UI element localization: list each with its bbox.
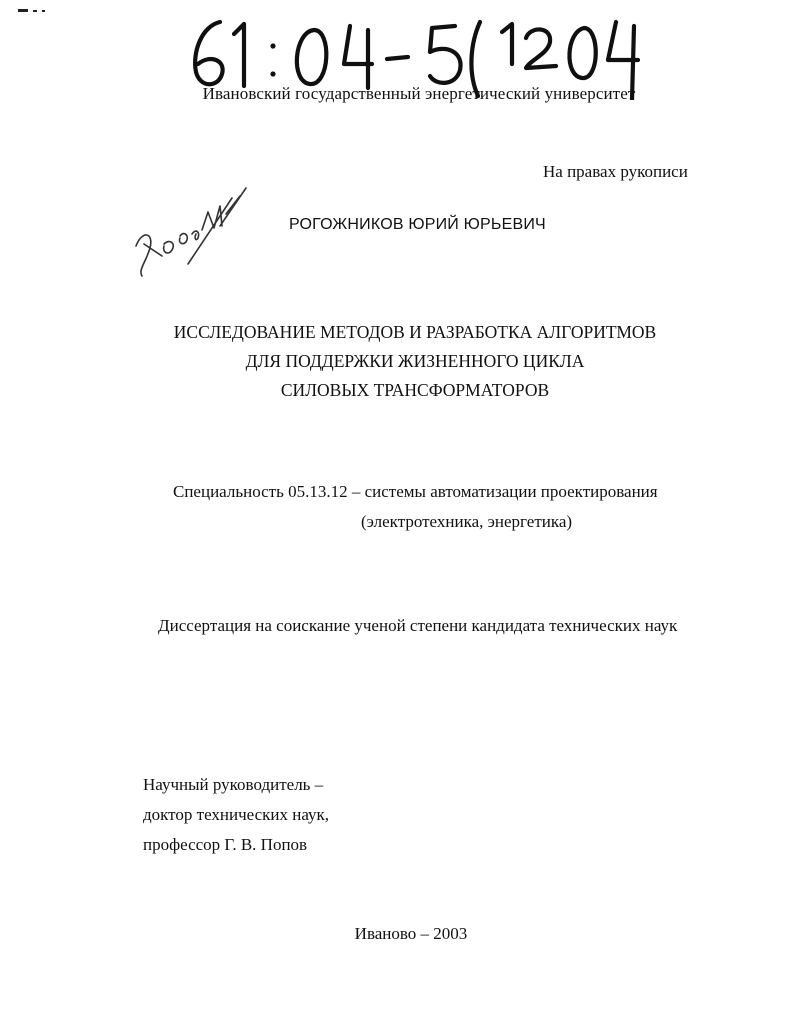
university-name: Ивановский государственный энергетический университет [202,84,636,103]
supervisor-line: Научный руководитель – [143,775,324,794]
supervisor-line: доктор технических наук, [143,805,330,824]
scan-speck [18,9,28,12]
rights-notice: На правах рукописи [543,162,688,181]
specialty-field: (электротехника, энергетика) [361,512,573,531]
title-line: СИЛОВЫХ ТРАНСФОРМАТОРОВ [280,380,550,400]
scientific-supervisor [143,770,329,860]
city-year: Иваново – 2003 [354,924,468,943]
handwritten-signature [128,186,258,282]
author-name: РОГОЖНИКОВ ЮРИЙ ЮРЬЕВИЧ [289,216,546,233]
title-line: ИССЛЕДОВАНИЕ МЕТОДОВ И РАЗРАБОТКА АЛГОРИТМОВ [173,322,657,342]
specialty-code: Специальность 05.13.12 – системы автоматизации проектирования [173,482,658,501]
degree-statement: Диссертация на соискание ученой степени кандидата технических наук [158,616,678,635]
title-line: ДЛЯ ПОДДЕРЖКИ ЖИЗНЕННОГО ЦИКЛА [245,351,585,371]
scan-speck [33,10,37,12]
scan-speck [42,10,45,12]
dissertation-title [0,318,798,405]
supervisor-line: профессор Г. В. Попов [143,835,308,854]
